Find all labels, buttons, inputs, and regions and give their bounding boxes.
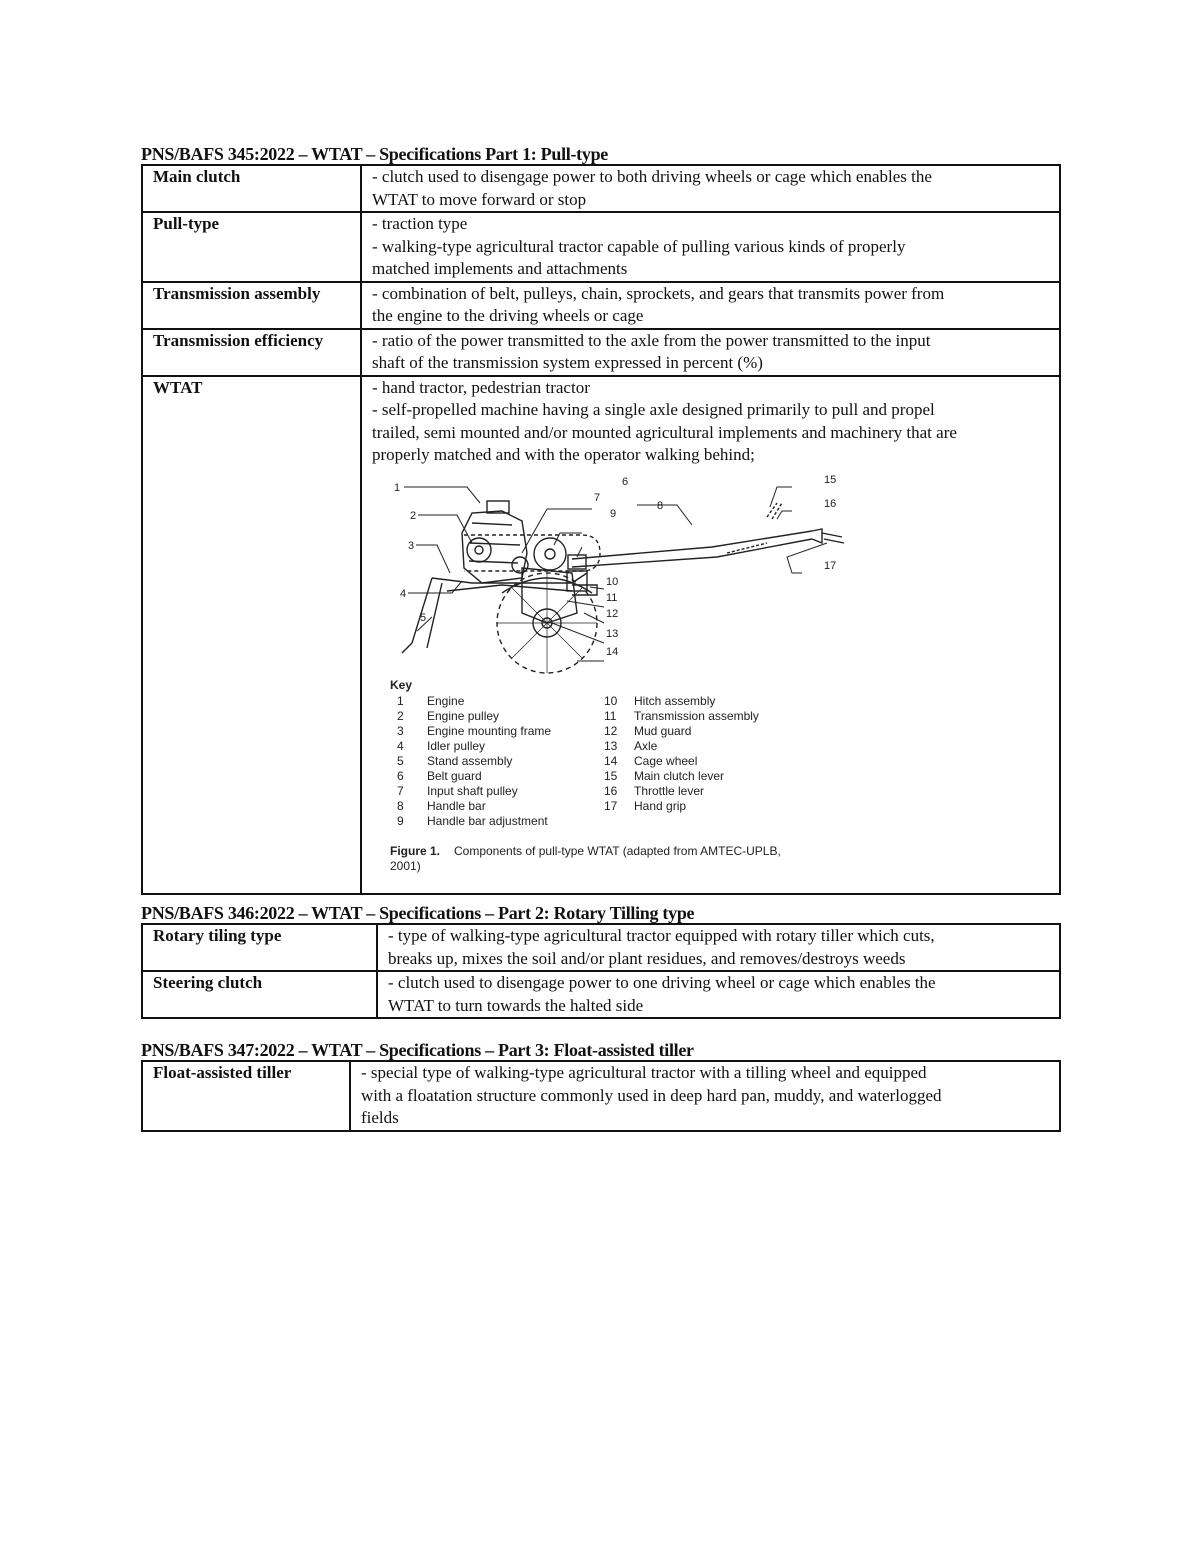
key-label: Belt guard — [427, 768, 482, 783]
key-label: Transmission assembly — [634, 708, 759, 723]
callout-label: 8 — [657, 499, 664, 512]
callout-label: 13 — [606, 627, 619, 640]
callout-label: 9 — [610, 507, 617, 520]
key-number: 16 — [604, 783, 618, 798]
section-part1 — [141, 144, 1059, 895]
term-cell: Pull-type — [142, 212, 361, 282]
key-label: Mud guard — [634, 723, 692, 738]
table-row — [142, 282, 1060, 329]
definition-cell — [377, 924, 1060, 971]
key-number: 1 — [397, 693, 404, 708]
term-cell: Rotary tiling type — [142, 924, 377, 971]
callout-label: 1 — [394, 481, 401, 494]
definitions-table — [141, 1060, 1061, 1132]
definition-line: shaft of the transmission system expressed in percent (%) — [372, 353, 763, 372]
callout-label: 6 — [622, 475, 629, 488]
definition-line: - self-propelled machine having a single axle designed primarily to pull and propel — [372, 400, 935, 419]
figure-caption-text-2: 2001) — [390, 858, 421, 873]
key-label: Engine pulley — [427, 708, 500, 723]
definition-cell — [361, 282, 1060, 329]
definition-cell — [361, 329, 1060, 376]
definition-cell — [361, 212, 1060, 282]
key-label: Hand grip — [634, 798, 687, 813]
definition-line: - combination of belt, pulleys, chain, sprockets, and gears that transmits power from — [372, 283, 945, 303]
key-number: 3 — [397, 723, 404, 738]
table-row — [142, 924, 1060, 971]
key-number: 6 — [397, 768, 404, 783]
callout-label: 12 — [606, 607, 619, 620]
tractor-diagram — [372, 473, 1052, 893]
key-label: Engine mounting frame — [427, 723, 552, 738]
key-title: Key — [390, 677, 413, 692]
key-label: Handle bar adjustment — [427, 813, 548, 828]
callout-label: 17 — [824, 559, 837, 572]
key-number: 8 — [397, 798, 404, 813]
key-label: Input shaft pulley — [427, 783, 518, 798]
callout-label: 14 — [606, 645, 619, 658]
table-row — [142, 376, 1060, 894]
key-label: Axle — [634, 738, 658, 753]
callout-label: 7 — [594, 491, 601, 504]
table-row — [142, 1061, 1060, 1131]
callout-label: 16 — [824, 497, 837, 510]
callout-label: 11 — [606, 591, 618, 604]
definitions-table — [141, 164, 1061, 895]
callout-label: 4 — [400, 587, 407, 600]
figure-caption-text: Components of pull-type WTAT (adapted from AMTEC-UPLB, — [454, 843, 781, 858]
definition-line: fields — [361, 1108, 399, 1127]
definition-line: matched implements and attachments — [372, 259, 628, 278]
key-number: 11 — [604, 708, 617, 723]
callout-label: 10 — [606, 575, 619, 588]
key-label: Main clutch lever — [634, 768, 725, 783]
key-number: 12 — [604, 723, 618, 738]
definition-line: - walking-type agricultural tractor capable of pulling various kinds of properly — [372, 236, 906, 256]
definition-line: - special type of walking-type agricultural tractor with a tilling wheel and equipped — [361, 1063, 927, 1082]
term-cell: Steering clutch — [142, 971, 377, 1018]
section-title: PNS/BAFS 347:2022 – WTAT – Specifications – Part 3: Float-assisted tiller — [141, 1040, 694, 1060]
key-label: Throttle lever — [634, 783, 705, 798]
key-number: 4 — [397, 738, 404, 753]
key-label: Idler pulley — [427, 738, 486, 753]
tractor-figure — [372, 473, 1052, 893]
definition-line: the engine to the driving wheels or cage — [372, 306, 644, 325]
key-number: 2 — [397, 708, 404, 723]
definitions-table — [141, 923, 1061, 1019]
definition-line: - clutch used to disengage power to one driving wheel or cage which enables the — [388, 973, 936, 992]
callout-label: 15 — [824, 473, 837, 486]
key-number: 17 — [604, 798, 618, 813]
definition-line: properly matched and with the operator walking behind; — [372, 445, 755, 464]
key-number: 5 — [397, 753, 404, 768]
term-cell: Main clutch — [142, 165, 361, 212]
key-number: 13 — [604, 738, 618, 753]
definition-cell — [377, 971, 1060, 1018]
definition-line: WTAT to turn towards the halted side — [388, 995, 644, 1015]
term-cell: Float-assisted tiller — [142, 1061, 350, 1131]
section-part2 — [141, 903, 1059, 1019]
key-number: 7 — [397, 783, 404, 798]
definition-line: - traction type — [372, 214, 468, 233]
definition-line: - hand tractor, pedestrian tractor — [372, 377, 590, 397]
key-number: 9 — [397, 813, 404, 828]
definition-line: WTAT to move forward or stop — [372, 189, 587, 209]
term-cell: WTAT — [142, 376, 361, 894]
callout-label: 2 — [410, 509, 417, 522]
callout-label: 3 — [408, 539, 415, 552]
definition-line: with a floatation structure commonly used in deep hard pan, muddy, and waterlogged — [361, 1085, 942, 1105]
section-title: PNS/BAFS 346:2022 – WTAT – Specifications – Part 2: Rotary Tilling type — [141, 903, 695, 923]
key-label: Engine — [427, 693, 465, 708]
definition-cell — [361, 165, 1060, 212]
table-row — [142, 212, 1060, 282]
key-label: Hitch assembly — [634, 693, 716, 708]
definition-cell — [361, 376, 1060, 894]
definition-line: trailed, semi mounted and/or mounted agricultural implements and machinery that are — [372, 422, 957, 442]
key-label: Handle bar — [427, 798, 486, 813]
key-label: Stand assembly — [427, 753, 513, 768]
key-label: Cage wheel — [634, 753, 698, 768]
callout-label: 5 — [420, 611, 427, 624]
figure-caption-label: Figure 1. — [390, 843, 441, 858]
table-row — [142, 329, 1060, 376]
table-row — [142, 165, 1060, 212]
table-row — [142, 971, 1060, 1018]
term-cell: Transmission efficiency — [142, 329, 361, 376]
key-number: 10 — [604, 693, 618, 708]
key-number: 15 — [604, 768, 618, 783]
definition-line: - type of walking-type agricultural tractor equipped with rotary tiller which cuts, — [388, 926, 935, 945]
section-title: PNS/BAFS 345:2022 – WTAT – Specifications Part 1: Pull-type — [141, 144, 608, 164]
definition-line: - ratio of the power transmitted to the axle from the power transmitted to the input — [372, 330, 931, 350]
term-cell: Transmission assembly — [142, 282, 361, 329]
key-number: 14 — [604, 753, 618, 768]
section-part3 — [141, 1040, 1059, 1132]
definition-line: - clutch used to disengage power to both driving wheels or cage which enables the — [372, 167, 932, 186]
definition-cell — [350, 1061, 1060, 1131]
definition-line: breaks up, mixes the soil and/or plant residues, and removes/destroys weeds — [388, 948, 906, 968]
